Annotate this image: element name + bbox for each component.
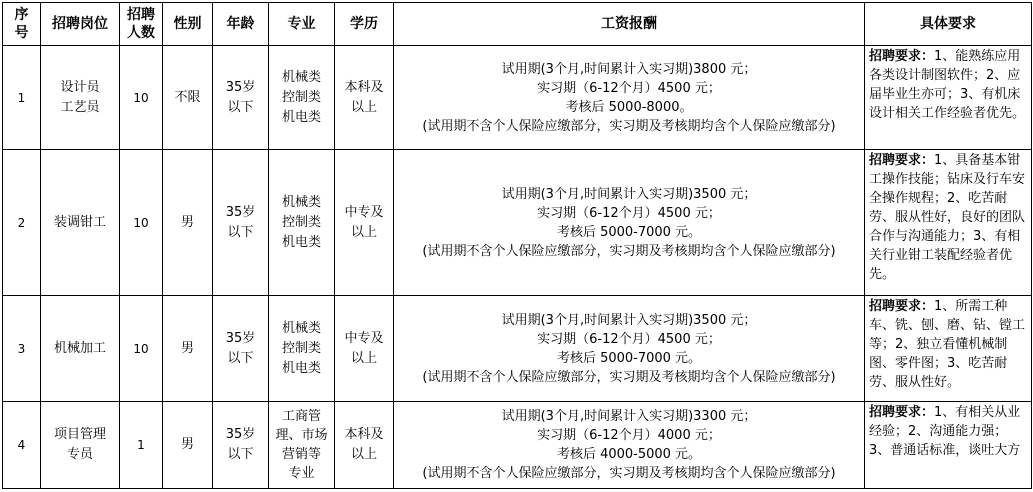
header-salary: 工资报酬 bbox=[394, 3, 865, 46]
cell-requirements bbox=[865, 46, 1032, 150]
cell-seq: 1 bbox=[3, 46, 41, 150]
cell-age: 35岁 以下 bbox=[213, 46, 269, 150]
cell-education: 中专及 以上 bbox=[335, 296, 394, 402]
requirements-lead: 招聘要求： bbox=[869, 49, 935, 64]
cell-seq: 4 bbox=[3, 402, 41, 489]
requirements-lead: 招聘要求： bbox=[869, 405, 935, 420]
requirements-lead: 招聘要求： bbox=[869, 153, 935, 168]
cell-seq: 3 bbox=[3, 296, 41, 402]
cell-gender: 男 bbox=[163, 402, 213, 489]
cell-salary: 试用期(3个月,时间累计入实习期)3800 元； 实习期（6-12个月）4500 元； 考核后 5000-8000。 (试用期不含个人保险应缴部分，实习期及考核期均含个人保险应缴部分) bbox=[394, 46, 865, 150]
cell-salary: 试用期(3个月,时间累计入实习期)3500 元； 实习期（6-12个月）4500 元； 考核后 5000-7000 元。 (试用期不含个人保险应缴部分，实习期及考核期均含个人保险应缴部分) bbox=[394, 296, 865, 402]
header-education: 学历 bbox=[335, 3, 394, 46]
table-row bbox=[3, 150, 1032, 296]
cell-requirements bbox=[865, 296, 1032, 402]
cell-age: 35岁 以下 bbox=[213, 296, 269, 402]
requirements-text: 1、能熟练应用各类设计制图软件；2、应届毕业生亦可；3、有机床设计相关工作经验者优先。 bbox=[869, 49, 1026, 121]
cell-count: 10 bbox=[120, 150, 163, 296]
table-row bbox=[3, 402, 1032, 489]
cell-gender: 男 bbox=[163, 296, 213, 402]
cell-gender: 不限 bbox=[163, 46, 213, 150]
cell-position: 项目管理 专员 bbox=[41, 402, 120, 489]
cell-major: 机械类 控制类 机电类 bbox=[269, 46, 335, 150]
cell-education: 中专及 以上 bbox=[335, 150, 394, 296]
cell-major: 工商管 理、市场 营销等 专业 bbox=[269, 402, 335, 489]
cell-major: 机械类 控制类 机电类 bbox=[269, 150, 335, 296]
cell-count: 10 bbox=[120, 296, 163, 402]
cell-count: 10 bbox=[120, 46, 163, 150]
cell-seq: 2 bbox=[3, 150, 41, 296]
cell-requirements bbox=[865, 150, 1032, 296]
cell-count: 1 bbox=[120, 402, 163, 489]
header-requirements: 具体要求 bbox=[865, 3, 1032, 46]
cell-salary: 试用期(3个月,时间累计入实习期)3500 元； 实习期（6-12个月）4500 元； 考核后 5000-7000 元。 (试用期不含个人保险应缴部分，实习期及考核期均含个人保险应缴部分) bbox=[394, 150, 865, 296]
cell-education: 本科及 以上 bbox=[335, 402, 394, 489]
cell-age: 35岁 以下 bbox=[213, 150, 269, 296]
table-row bbox=[3, 46, 1032, 150]
cell-requirements bbox=[865, 402, 1032, 489]
cell-education: 本科及 以上 bbox=[335, 46, 394, 150]
cell-gender: 男 bbox=[163, 150, 213, 296]
requirements-lead: 招聘要求： bbox=[869, 299, 935, 314]
cell-major: 机械类 控制类 机电类 bbox=[269, 296, 335, 402]
header-age: 年龄 bbox=[213, 3, 269, 46]
cell-age: 35岁 以下 bbox=[213, 402, 269, 489]
cell-position: 机械加工 bbox=[41, 296, 120, 402]
recruitment-table bbox=[2, 2, 1032, 489]
header-gender: 性别 bbox=[163, 3, 213, 46]
requirements-text: 1、所需工种车、铣、刨、磨、钻、镗工等；2、独立看懂机械制图、零件图；3、吃苦耐劳、服从性好。 bbox=[869, 299, 1026, 390]
cell-salary: 试用期(3个月,时间累计入实习期)3300 元； 实习期（6-12个月）4000 元； 考核后 4000-5000 元。 (试用期不含个人保险应缴部分，实习期及考核期均含个人保险应缴部分) bbox=[394, 402, 865, 489]
header-count: 招聘 人数 bbox=[120, 3, 163, 46]
header-position: 招聘岗位 bbox=[41, 3, 120, 46]
table-row bbox=[3, 296, 1032, 402]
header-seq: 序 号 bbox=[3, 3, 41, 46]
header-major: 专业 bbox=[269, 3, 335, 46]
requirements-text: 1、有相关从业经验；2、沟通能力强；3、普通话标准，谈吐大方 bbox=[869, 405, 1021, 458]
header-row bbox=[3, 3, 1032, 46]
cell-position: 设计员 工艺员 bbox=[41, 46, 120, 150]
requirements-text: 1、具备基本钳工操作技能；钻床及行车安全操作规程；2、吃苦耐劳、服从性好，良好的团队合作与沟通能力；3、有相关行业钳工装配经验者优先。 bbox=[869, 153, 1026, 282]
cell-position: 装调钳工 bbox=[41, 150, 120, 296]
